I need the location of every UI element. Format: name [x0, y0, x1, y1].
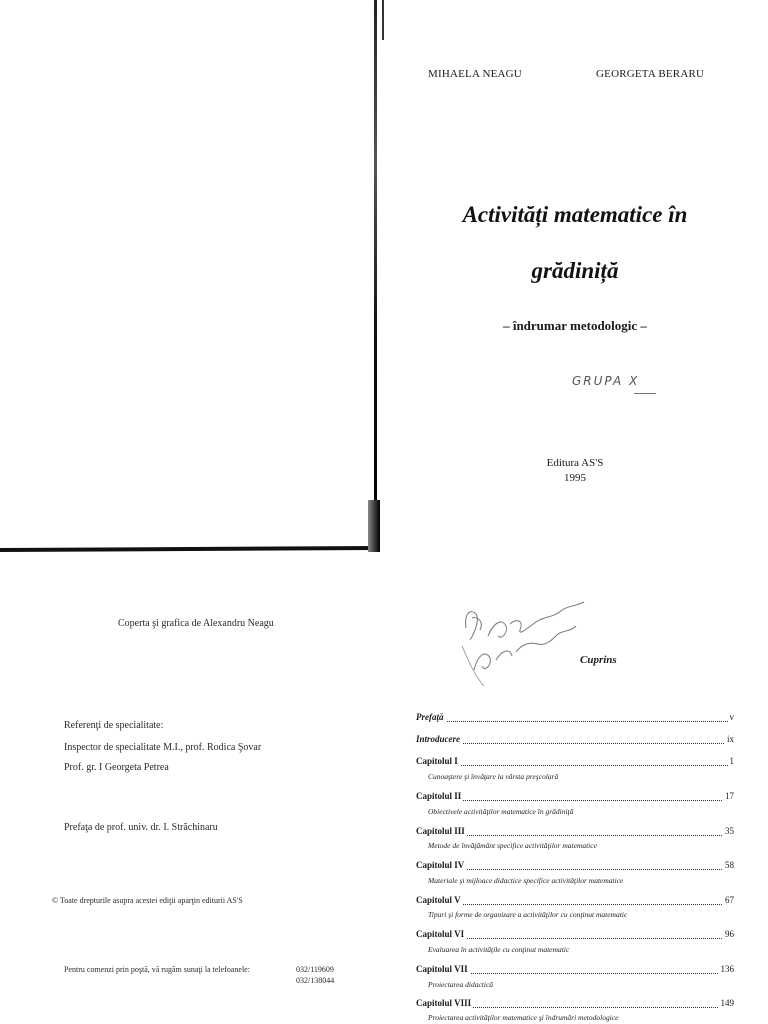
table-of-contents-page	[382, 560, 768, 1024]
toc-leader-dots	[416, 765, 734, 766]
toc-entry-label: Capitolul VII	[416, 964, 468, 974]
toc-leader-dots	[416, 904, 734, 905]
copyright-notice: © Toate drepturile asupra acestei ediţii aparţin editurii AS'S	[52, 896, 243, 905]
toc-entry-label: Capitolul VIII	[416, 998, 472, 1008]
toc-entry-page: v	[729, 712, 734, 722]
toc-entry-page: 1	[729, 756, 734, 766]
handwritten-underline	[634, 393, 656, 394]
toc-entry[interactable]	[416, 756, 734, 770]
toc-entry-description: Obiectivele activităţilor matematice în grădiniţă	[428, 807, 574, 816]
toc-entry-description: Proiectarea activităţilor matematice şi îndrumări metodologice	[428, 1013, 619, 1022]
toc-entry-label: Capitolul IV	[416, 860, 465, 870]
cover-credit: Coperta şi grafica de Alexandru Neagu	[118, 618, 274, 629]
preface-credit: Prefaţa de prof. univ. dr. I. Străchinaru	[64, 822, 218, 833]
toc-entry-description: Metode de învăţământ specifice activităţilor matematice	[428, 841, 597, 850]
toc-entry[interactable]	[416, 929, 734, 943]
page-spine-shadow	[374, 0, 377, 550]
toc-entry-page: 96	[725, 929, 734, 939]
toc-entry-description: Proiectarea didactică	[428, 980, 494, 989]
toc-entry-page: 17	[725, 791, 734, 801]
signature-text	[458, 600, 467, 601]
blank-page	[0, 0, 382, 560]
toc-entry[interactable]	[416, 860, 734, 874]
toc-entry-label: Capitolul III	[416, 826, 465, 836]
book-title-line-1: Activități matematice în	[462, 202, 688, 227]
handwritten-signature	[458, 600, 588, 695]
referents-heading: Referenţi de specialitate:	[64, 720, 164, 731]
toc-leader-dots	[416, 743, 734, 744]
toc-entry-label: Capitolul II	[416, 791, 462, 801]
toc-leader-dots	[416, 721, 734, 722]
toc-entry-description: Cunoaştere şi învăţare la vârsta preşcolară	[428, 772, 559, 781]
toc-entry[interactable]	[416, 964, 734, 978]
page-bottom-edge	[0, 546, 378, 552]
toc-entry[interactable]	[416, 826, 734, 840]
book-subtitle: – îndrumar metodologic –	[503, 318, 647, 333]
toc-entry[interactable]	[416, 998, 734, 1012]
imprint-page	[0, 560, 382, 1024]
toc-entry-label: Capitolul V	[416, 895, 461, 905]
toc-entry-description: Tipuri şi forme de organizare a activităţilor cu conţinut matematic	[428, 910, 628, 919]
publication-year: 1995	[564, 472, 586, 484]
toc-entry-description: Materiale şi mijloace didactice specifice activităţilor matematice	[428, 876, 624, 885]
toc-entry-page: 35	[725, 826, 734, 836]
toc-entry-page: 67	[725, 895, 734, 905]
toc-entry-label: Prefaţă	[416, 712, 444, 722]
orders-text: Pentru comenzi prin poştă, vă rugăm sunaţi la telefoanele:	[64, 965, 250, 974]
handwritten-note: GRUPA X	[572, 374, 640, 388]
referent-1: Inspector de specialitate M.I., prof. Rodica Şovar	[64, 742, 262, 753]
phone-2: 032/138044	[296, 976, 335, 985]
toc-entry-label: Capitolul I	[416, 756, 458, 766]
toc-entry[interactable]	[416, 895, 734, 909]
toc-entry[interactable]	[416, 712, 734, 726]
toc-entry-page: 58	[725, 860, 734, 870]
toc-entry-description: Evaluarea în activităţile cu conţinut matematic	[428, 945, 570, 954]
toc-heading: Cuprins	[580, 654, 617, 666]
toc-entry-page: ix	[726, 734, 734, 744]
publisher: Editura AS'S	[546, 457, 604, 469]
phone-1: 032/119609	[296, 965, 334, 974]
toc-entry-label: Introducere	[416, 734, 461, 744]
title-page	[382, 0, 768, 560]
toc-entry[interactable]	[416, 734, 734, 748]
toc-leader-dots	[416, 800, 734, 801]
page-spine-shadow	[382, 0, 384, 40]
author-right: GEORGETA BERARU	[596, 68, 705, 80]
toc-entry[interactable]	[416, 791, 734, 805]
author-left: MIHAELA NEAGU	[428, 68, 522, 80]
toc-entry-page: 136	[720, 964, 734, 974]
page-corner-shadow	[368, 500, 380, 552]
referent-2: Prof. gr. I Georgeta Petrea	[64, 762, 169, 773]
toc-entry-page: 149	[720, 998, 734, 1008]
book-title-line-2: grădiniță	[531, 258, 619, 283]
toc-entry-label: Capitolul VI	[416, 929, 465, 939]
